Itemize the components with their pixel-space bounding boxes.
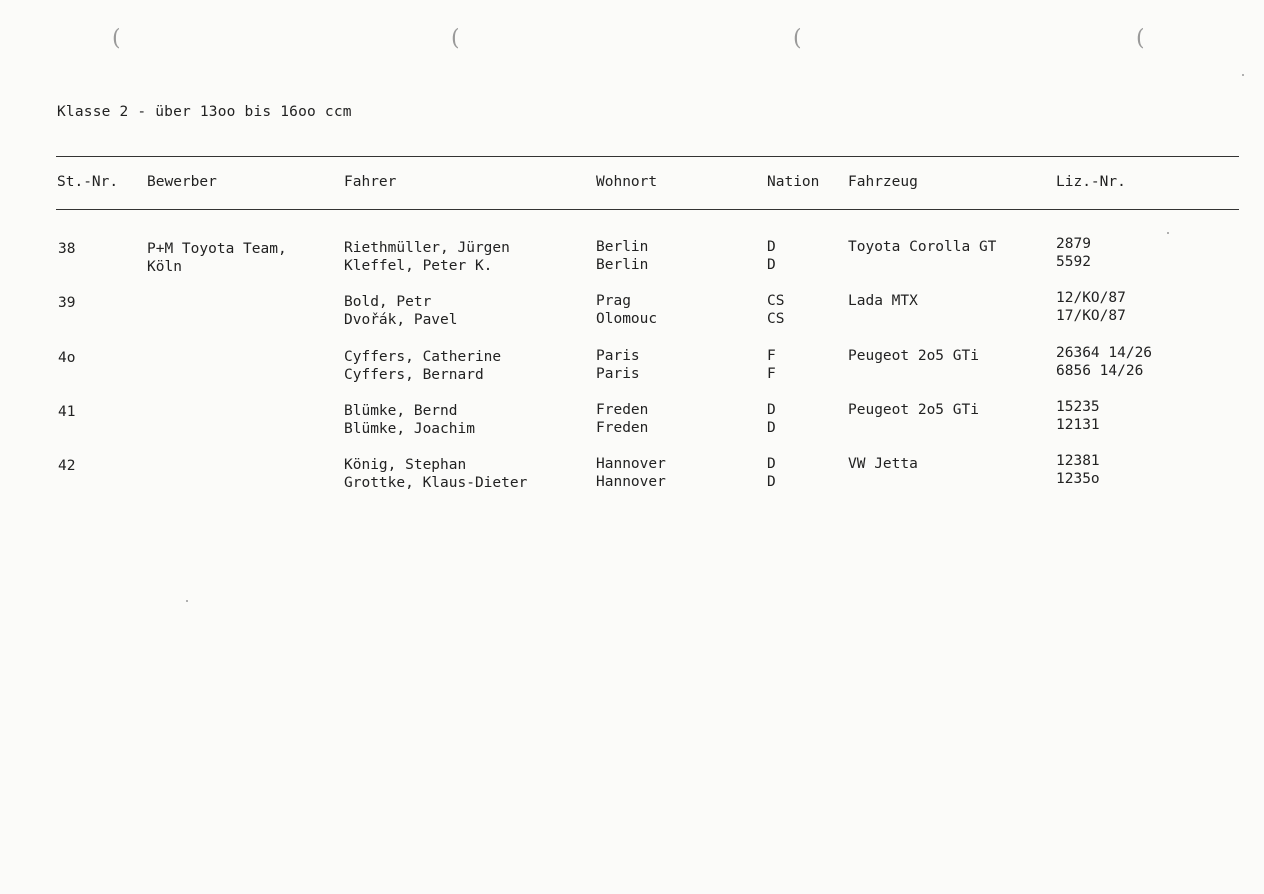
licence-number: 1235o [1056,471,1100,487]
table-row [0,455,1264,505]
residence: Paris [596,348,640,364]
nation: D [767,420,776,436]
licence-number: 15235 [1056,399,1100,415]
driver-name: Cyffers, Catherine [344,349,502,365]
residence: Hannover [596,474,666,490]
nations [767,347,776,383]
vehicle: Peugeot 2o5 GTi [848,402,979,418]
table-row [0,347,1264,397]
paper-speck [1167,232,1169,234]
punch-hole-mark: ( [451,26,460,51]
drivers [344,239,510,275]
nation: F [767,366,776,382]
paper-speck [186,600,188,602]
nation: CS [767,311,785,327]
header-st-nr: St.-Nr. [57,174,119,190]
nation: D [767,474,776,490]
vehicle: Peugeot 2o5 GTi [848,348,979,364]
paper-speck [1242,74,1244,76]
start-number: 38 [58,241,76,257]
residences [596,238,648,274]
driver-name: Blümke, Joachim [344,421,475,437]
nation: D [767,402,776,418]
table-rule-bottom [56,209,1239,210]
residence: Freden [596,402,649,418]
residence: Berlin [596,257,649,273]
residence: Paris [596,366,640,382]
punch-hole-mark: ( [1136,26,1145,51]
driver-name: Grottke, Klaus-Dieter [344,475,528,491]
entrant-line: P+M Toyota Team, [147,241,287,257]
residence: Olomouc [596,311,658,327]
entrant-line: Köln [147,259,182,275]
table-row [0,292,1264,342]
residence: Berlin [596,239,649,255]
entrant [147,240,287,276]
residence: Hannover [596,456,666,472]
licence-number: 5592 [1056,254,1091,270]
licence-number: 12/KO/87 [1056,290,1126,306]
nation: F [767,348,776,364]
start-number: 4o [58,350,76,366]
driver-name: Bold, Petr [344,294,432,310]
drivers [344,456,527,492]
start-number: 41 [58,404,76,420]
licence-number: 12131 [1056,417,1100,433]
residences [596,292,657,328]
header-wohnort: Wohnort [596,174,658,190]
licences [1056,235,1091,271]
licence-number: 26364 14/26 [1056,345,1153,361]
drivers [344,402,475,438]
nations [767,401,776,437]
punch-hole-mark: ( [793,26,802,51]
driver-name: Blümke, Bernd [344,403,458,419]
table-rule-top [56,156,1239,157]
nation: D [767,257,776,273]
licences [1056,452,1100,488]
driver-name: Riethmüller, Jürgen [344,240,510,256]
nation: D [767,239,776,255]
vehicle: Lada MTX [848,293,918,309]
header-bewerber: Bewerber [147,174,217,190]
nations [767,292,784,328]
driver-name: Dvořák, Pavel [344,312,458,328]
nation: CS [767,293,785,309]
driver-name: Kleffel, Peter K. [344,258,493,274]
residence: Prag [596,293,631,309]
start-number: 42 [58,458,76,474]
residence: Freden [596,420,649,436]
start-number: 39 [58,295,76,311]
licences [1056,289,1126,325]
header-liz-nr: Liz.-Nr. [1056,174,1126,190]
nations [767,455,776,491]
residences [596,455,666,491]
punch-hole-mark: ( [112,26,121,51]
nation: D [767,456,776,472]
table-row [0,238,1264,288]
licence-number: 2879 [1056,236,1091,252]
drivers [344,348,501,384]
licences [1056,344,1152,380]
licence-number: 6856 14/26 [1056,363,1144,379]
driver-name: König, Stephan [344,457,467,473]
licence-number: 12381 [1056,453,1100,469]
nations [767,238,776,274]
driver-name: Cyffers, Bernard [344,367,484,383]
drivers [344,293,458,329]
residences [596,347,640,383]
licences [1056,398,1100,434]
vehicle: VW Jetta [848,456,918,472]
page-title: Klasse 2 - über 13oo bis 16oo ccm [57,104,352,120]
licence-number: 17/KO/87 [1056,308,1126,324]
residences [596,401,648,437]
header-nation: Nation [767,174,820,190]
header-fahrer: Fahrer [344,174,397,190]
table-row [0,401,1264,451]
header-fahrzeug: Fahrzeug [848,174,918,190]
vehicle: Toyota Corolla GT [848,239,997,255]
